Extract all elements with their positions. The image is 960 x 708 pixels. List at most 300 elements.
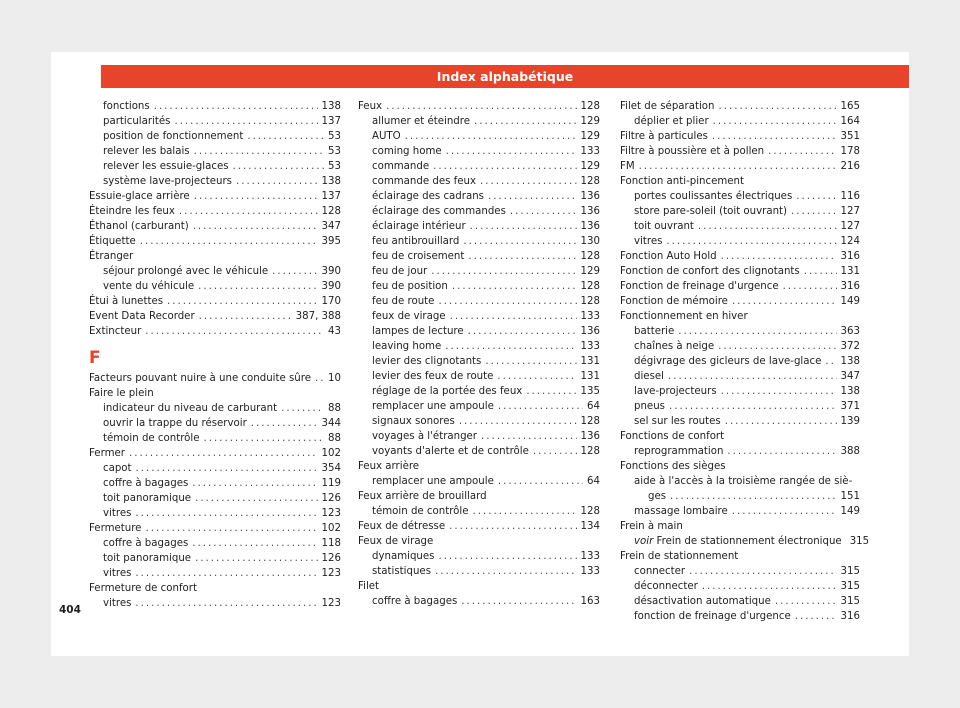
entry-page: 347	[321, 221, 341, 232]
entry-page: 315	[840, 596, 860, 607]
index-entry	[358, 444, 600, 459]
entry-page: 131	[840, 266, 860, 277]
entry-term: Étiquette	[89, 236, 136, 247]
index-entry	[89, 431, 341, 446]
entry-page: 316	[840, 251, 860, 262]
entry-term: feu de jour	[372, 266, 428, 277]
entry-page: 149	[840, 506, 860, 517]
entry-page: 118	[321, 538, 341, 549]
entry-page: 88	[328, 403, 341, 414]
entry-term: particularités	[103, 116, 171, 127]
entry-term: coffre à bagages	[103, 538, 189, 549]
entry-term: toit ouvrant	[634, 221, 694, 232]
entry-page: 178	[840, 146, 860, 157]
index-entry	[620, 189, 860, 204]
entry-page: 395	[321, 236, 341, 247]
index-entry	[620, 564, 860, 579]
dot-leader	[174, 114, 317, 129]
entry-page: 88	[328, 433, 341, 444]
dot-leader	[199, 309, 292, 324]
dot-leader	[639, 159, 837, 174]
dot-leader	[533, 444, 577, 459]
dot-leader	[405, 129, 577, 144]
entry-page: 129	[580, 161, 600, 172]
entry-page: 136	[580, 206, 600, 217]
dot-leader	[198, 279, 317, 294]
dot-leader	[445, 339, 576, 354]
entry-term: Fermer	[89, 448, 125, 459]
entry-page: 123	[321, 598, 341, 609]
dot-leader	[145, 521, 317, 536]
entry-term: Feux de détresse	[358, 521, 446, 532]
entry-page: 390	[321, 266, 341, 277]
index-entry	[358, 279, 600, 294]
index-entry	[89, 99, 341, 114]
index-entry	[89, 491, 341, 506]
dot-leader	[135, 596, 317, 611]
entry-term: lampes de lecture	[372, 326, 464, 337]
index-entry	[89, 219, 341, 234]
index-entry	[620, 219, 860, 234]
index-entry	[620, 444, 860, 459]
entry-term: AUTO	[372, 131, 401, 142]
index-entry	[89, 536, 341, 551]
entry-term: Fonction de freinage d'urgence	[620, 281, 779, 292]
entry-page: 128	[580, 446, 600, 457]
dot-leader	[192, 476, 317, 491]
index-entry	[89, 416, 341, 431]
index-entry	[620, 414, 860, 429]
entry-page: 165	[840, 101, 860, 112]
index-entry	[89, 174, 341, 189]
entry-page: 139	[840, 416, 860, 427]
entry-page: 137	[321, 116, 341, 127]
index-column-3	[620, 99, 870, 624]
dot-leader	[485, 354, 576, 369]
dot-leader	[179, 204, 318, 219]
index-entry	[358, 384, 600, 399]
index-heading: Faire le plein	[89, 388, 154, 399]
entry-page: 354	[321, 463, 341, 474]
dot-leader	[135, 506, 317, 521]
dot-leader	[129, 446, 318, 461]
entry-term: position de fonctionnement	[103, 131, 244, 142]
entry-term: séjour prolongé avec le véhicule	[103, 266, 269, 277]
dot-leader	[145, 324, 324, 339]
entry-page: 315	[840, 566, 860, 577]
index-entry	[358, 474, 600, 489]
entry-page: 363	[840, 326, 860, 337]
index-column-2	[358, 99, 600, 609]
dot-leader	[713, 114, 837, 129]
index-entry	[358, 519, 600, 534]
index-entry	[89, 264, 341, 279]
index-heading: Étranger	[89, 251, 134, 262]
entry-term: Filet de séparation	[620, 101, 715, 112]
entry-term: batterie	[634, 326, 675, 337]
entry-term: ges	[648, 491, 667, 502]
index-heading: Fermeture de confort	[89, 583, 197, 594]
entry-page: 164	[840, 116, 860, 127]
index-entry	[620, 324, 860, 339]
entry-term: vitres	[103, 568, 132, 579]
entry-page: 102	[321, 448, 341, 459]
index-entry	[89, 371, 341, 386]
dot-leader	[236, 174, 318, 189]
entry-term: toit panoramique	[103, 493, 192, 504]
dot-leader	[194, 189, 318, 204]
entry-term: commande	[372, 161, 430, 172]
entry-term: coffre à bagages	[372, 596, 458, 607]
dot-leader	[446, 144, 577, 159]
index-entry	[620, 504, 860, 519]
dot-leader	[666, 234, 836, 249]
dot-leader	[463, 234, 576, 249]
entry-term: commande des feux	[372, 176, 476, 187]
entry-term: FM	[620, 161, 635, 172]
index-entry-wrapped: aide à l'accès à la troisième rangée de siè-	[634, 476, 853, 487]
dot-leader	[247, 129, 324, 144]
index-heading: Fonctionnement en hiver	[620, 311, 748, 322]
dot-leader	[727, 444, 836, 459]
entry-page: 133	[580, 146, 600, 157]
section-header: Index alphabétique	[101, 65, 909, 88]
entry-term: Fermeture	[89, 523, 142, 534]
index-heading: Fonction anti-pincement	[620, 176, 745, 187]
dot-leader	[510, 204, 577, 219]
entry-term: store pare-soleil (toit ouvrant)	[634, 206, 788, 217]
index-entry	[358, 144, 600, 159]
entry-page: 170	[321, 296, 341, 307]
dot-leader	[438, 294, 576, 309]
dot-leader	[670, 489, 837, 504]
entry-page: 128	[580, 176, 600, 187]
entry-term: feu antibrouillard	[372, 236, 460, 247]
index-heading: Frein à main	[620, 521, 683, 532]
dot-leader	[136, 461, 318, 476]
index-entry	[358, 354, 600, 369]
index-entry	[620, 354, 860, 369]
dot-leader	[435, 564, 577, 579]
entry-page: 128	[580, 416, 600, 427]
index-heading: Fonctions des sièges	[620, 461, 726, 472]
entry-term: déconnecter	[634, 581, 698, 592]
index-column-1	[89, 99, 341, 611]
entry-term: éclairage intérieur	[372, 221, 466, 232]
entry-page: 134	[580, 521, 600, 532]
entry-page: 135	[580, 386, 600, 397]
index-entry	[89, 506, 341, 521]
entry-term: signaux sonores	[372, 416, 455, 427]
dot-leader	[194, 144, 324, 159]
dot-leader	[272, 264, 317, 279]
dot-leader	[689, 564, 836, 579]
entry-term: remplacer une ampoule	[372, 401, 494, 412]
dot-leader	[433, 159, 576, 174]
index-entry	[89, 461, 341, 476]
dot-leader	[668, 369, 837, 384]
entry-page: 138	[321, 176, 341, 187]
index-entry	[358, 414, 600, 429]
dot-leader	[192, 536, 317, 551]
dot-leader	[732, 294, 837, 309]
index-entry	[620, 249, 860, 264]
entry-term: feu de croisement	[372, 251, 465, 262]
dot-leader	[315, 371, 324, 386]
entry-term: Éthanol (carburant)	[89, 221, 189, 232]
entry-term: feu de route	[372, 296, 435, 307]
entry-term: vitres	[103, 598, 132, 609]
index-entry	[89, 324, 341, 339]
entry-page: 316	[840, 281, 860, 292]
entry-term: massage lombaire	[634, 506, 728, 517]
dot-leader	[775, 594, 837, 609]
dot-leader	[804, 264, 837, 279]
dot-leader	[712, 129, 837, 144]
entry-page: 216	[840, 161, 860, 172]
index-entry	[358, 309, 600, 324]
entry-page: 388	[840, 446, 860, 457]
dot-leader	[431, 264, 576, 279]
entry-term: coffre à bagages	[103, 478, 189, 489]
entry-page: 390	[321, 281, 341, 292]
entry-term: fonctions	[103, 101, 150, 112]
entry-page: 315	[849, 536, 870, 547]
dot-leader	[732, 504, 837, 519]
index-entry	[89, 476, 341, 491]
entry-page: 131	[580, 371, 600, 382]
index-entry	[89, 144, 341, 159]
entry-page: 136	[580, 431, 600, 442]
index-entry	[358, 399, 600, 414]
index-entry	[620, 579, 860, 594]
dot-leader	[795, 609, 837, 624]
index-entry	[358, 174, 600, 189]
entry-term: Éteindre les feux	[89, 206, 175, 217]
dot-leader	[195, 491, 317, 506]
entry-term	[634, 534, 842, 549]
dot-leader	[470, 219, 577, 234]
index-entry	[620, 534, 870, 549]
dot-leader	[281, 401, 324, 416]
entry-page: 138	[321, 101, 341, 112]
entry-term: Filtre à particules	[620, 131, 708, 142]
entry-term: levier des clignotants	[372, 356, 482, 367]
entry-page: 129	[580, 266, 600, 277]
entry-page: 351	[840, 131, 860, 142]
index-entry	[89, 521, 341, 536]
index-entry	[358, 324, 600, 339]
entry-page: 128	[580, 101, 600, 112]
index-entry	[620, 204, 860, 219]
index-entry	[89, 566, 341, 581]
entry-term: connecter	[634, 566, 686, 577]
entry-term: Fonction de mémoire	[620, 296, 728, 307]
entry-term: voyants d'alerte et de contrôle	[372, 446, 529, 457]
dot-leader	[725, 414, 837, 429]
dot-leader	[718, 339, 836, 354]
entry-page: 387, 388	[295, 311, 341, 322]
entry-page: 128	[580, 506, 600, 517]
entry-page: 116	[840, 191, 860, 202]
entry-term: vitres	[634, 236, 663, 247]
see-target: Frein de stationnement électronique	[656, 536, 842, 547]
dot-leader	[204, 431, 325, 446]
entry-term: Essuie-glace arrière	[89, 191, 190, 202]
entry-page: 137	[321, 191, 341, 202]
entry-page: 53	[328, 146, 341, 157]
entry-term: voyages à l'étranger	[372, 431, 477, 442]
entry-page: 133	[580, 551, 600, 562]
dot-leader	[459, 414, 577, 429]
entry-term: vitres	[103, 508, 132, 519]
entry-page: 163	[580, 596, 600, 607]
dot-leader	[195, 551, 317, 566]
dot-leader	[678, 324, 836, 339]
index-entry	[358, 234, 600, 249]
index-entry	[620, 279, 860, 294]
index-entry	[89, 596, 341, 611]
entry-page: 64	[587, 476, 600, 487]
entry-page: 131	[580, 356, 600, 367]
dot-leader	[480, 174, 577, 189]
index-entry	[620, 264, 860, 279]
see-reference: voir	[634, 536, 654, 547]
entry-term: toit panoramique	[103, 553, 192, 564]
index-entry	[620, 489, 860, 504]
entry-page: 133	[580, 311, 600, 322]
index-entry	[358, 564, 600, 579]
index-entry	[620, 609, 860, 624]
index-entry	[89, 129, 341, 144]
dot-leader	[474, 114, 577, 129]
dot-leader	[468, 249, 576, 264]
page-number: 404	[59, 604, 81, 616]
entry-page: 53	[328, 161, 341, 172]
dot-leader	[526, 384, 576, 399]
entry-term: indicateur du niveau de carburant	[103, 403, 278, 414]
index-entry	[358, 189, 600, 204]
entry-page: 315	[840, 581, 860, 592]
entry-page: 316	[840, 611, 860, 622]
dot-leader	[154, 99, 318, 114]
entry-term: statistiques	[372, 566, 432, 577]
entry-term: Extincteur	[89, 326, 142, 337]
index-heading: Feux arrière	[358, 461, 420, 472]
dot-leader	[481, 429, 577, 444]
index-entry	[89, 159, 341, 174]
dot-leader	[135, 566, 317, 581]
dot-leader	[796, 189, 836, 204]
entry-page: 128	[580, 251, 600, 262]
entry-page: 53	[328, 131, 341, 142]
index-entry	[358, 594, 600, 609]
dot-leader	[468, 324, 577, 339]
index-entry	[358, 339, 600, 354]
entry-page: 127	[840, 206, 860, 217]
index-entry	[620, 159, 860, 174]
index-entry	[358, 369, 600, 384]
index-entry	[620, 99, 860, 114]
entry-term: dégivrage des gicleurs de lave-glace	[634, 356, 822, 367]
index-entry	[620, 339, 860, 354]
entry-term: pneus	[634, 401, 665, 412]
dot-leader	[791, 204, 837, 219]
entry-page: 10	[328, 373, 341, 384]
entry-page: 129	[580, 131, 600, 142]
dot-leader	[473, 504, 577, 519]
index-entry	[620, 114, 860, 129]
entry-term: système lave-projecteurs	[103, 176, 232, 187]
index-entry	[89, 551, 341, 566]
entry-term: diesel	[634, 371, 664, 382]
dot-leader	[497, 369, 576, 384]
index-entry	[89, 114, 341, 129]
index-entry	[620, 369, 860, 384]
dot-leader	[452, 279, 577, 294]
entry-page: 138	[840, 386, 860, 397]
entry-term: témoin de contrôle	[103, 433, 200, 444]
entry-term: portes coulissantes électriques	[634, 191, 793, 202]
entry-term: feux de virage	[372, 311, 446, 322]
entry-page: 136	[580, 326, 600, 337]
entry-page: 149	[840, 296, 860, 307]
index-entry	[358, 219, 600, 234]
entry-page: 126	[321, 493, 341, 504]
index-entry	[620, 594, 860, 609]
entry-page: 344	[321, 418, 341, 429]
entry-term: relever les essuie-glaces	[103, 161, 229, 172]
entry-term: ouvrir la trappe du réservoir	[103, 418, 247, 429]
index-entry	[620, 294, 860, 309]
index-entry	[620, 384, 860, 399]
index-heading: Filet	[358, 581, 380, 592]
dot-leader	[450, 309, 577, 324]
index-entry	[89, 279, 341, 294]
entry-term: déplier et plier	[634, 116, 709, 127]
entry-term: désactivation automatique	[634, 596, 771, 607]
entry-term: Event Data Recorder	[89, 311, 195, 322]
index-entry	[89, 446, 341, 461]
entry-page: 123	[321, 508, 341, 519]
entry-page: 124	[840, 236, 860, 247]
index-entry	[89, 234, 341, 249]
index-entry	[358, 429, 600, 444]
entry-term: reprogrammation	[634, 446, 724, 457]
index-heading: Fonctions de confort	[620, 431, 725, 442]
entry-page: 123	[321, 568, 341, 579]
entry-page: 43	[328, 326, 341, 337]
entry-page: 371	[840, 401, 860, 412]
entry-page: 64	[587, 401, 600, 412]
entry-page: 133	[580, 341, 600, 352]
entry-term: éclairage des cadrans	[372, 191, 484, 202]
dot-leader	[498, 399, 583, 414]
entry-term: dynamiques	[372, 551, 435, 562]
entry-page: 128	[321, 206, 341, 217]
entry-term: Fonction Auto Hold	[620, 251, 717, 262]
section-letter: F	[89, 348, 101, 368]
entry-term: Facteurs pouvant nuire à une conduite sûre	[89, 373, 311, 384]
entry-term: témoin de contrôle	[372, 506, 469, 517]
index-entry	[89, 309, 341, 324]
entry-term: Feux	[358, 101, 383, 112]
entry-term: relever les balais	[103, 146, 190, 157]
dot-leader	[721, 384, 837, 399]
dot-leader	[193, 219, 318, 234]
entry-term: allumer et éteindre	[372, 116, 470, 127]
index-entry	[620, 144, 860, 159]
